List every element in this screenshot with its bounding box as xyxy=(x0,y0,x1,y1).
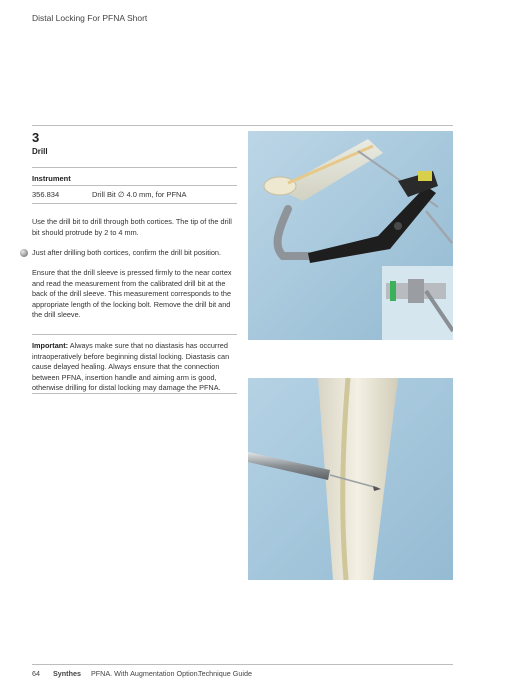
important-note xyxy=(32,341,240,394)
instrument-description: Drill Bit ∅ 4.0 mm, for PFNA xyxy=(92,190,187,199)
aiming-arm-illustration xyxy=(248,131,453,340)
paragraph-measure: Ensure that the drill sleeve is pressed firmly to the near cortex and read the measurement from the calibrated drill bit at the back of the drill sleeve. This measurement corresponds to the appropriate length of the locking bolt. Remove the drill bit and the drill sleeve. xyxy=(32,268,232,320)
paragraph-drill: Use the drill bit to drill through both cortices. The tip of the drill bit should protrude by 2 to 4 mm. xyxy=(32,217,232,237)
instrument-top-rule xyxy=(32,167,237,168)
instrument-heading: Instrument xyxy=(32,174,71,183)
footer-brand: Synthes xyxy=(53,669,81,678)
step-title: Drill xyxy=(32,147,48,156)
section-top-rule xyxy=(32,125,453,126)
instrument-bottom-rule xyxy=(32,203,237,204)
aiming-arm-drill-photo xyxy=(248,131,453,340)
femur-illustration xyxy=(248,378,453,580)
step-number: 3 xyxy=(32,130,40,145)
page-number: 64 xyxy=(32,669,40,678)
running-header: Distal Locking For PFNA Short xyxy=(32,13,148,23)
important-bottom-rule xyxy=(32,393,237,394)
footer-guide: Technique Guide xyxy=(198,669,252,678)
paragraph-confirm: Just after drilling both cortices, confirm the drill bit position. xyxy=(32,248,221,257)
instrument-header-rule xyxy=(32,185,237,186)
important-label: Important: xyxy=(32,341,69,350)
femur-drill-photo xyxy=(248,378,453,580)
footer-rule xyxy=(32,664,453,665)
important-top-rule xyxy=(32,334,237,335)
checkpoint-icon xyxy=(20,249,28,257)
instrument-code: 356.834 xyxy=(32,190,60,199)
important-text: Always make sure that no diastasis has occurred intraoperatively before beginning distal locking. Diastasis can cause delayed healing. Always ensure that the connection between PFNA, insertion handle and aiming arm is good, otherwise drilling for distal locking may damage the PFNA. xyxy=(32,341,230,393)
footer-product: PFNA. With Augmentation Option. xyxy=(91,669,200,678)
